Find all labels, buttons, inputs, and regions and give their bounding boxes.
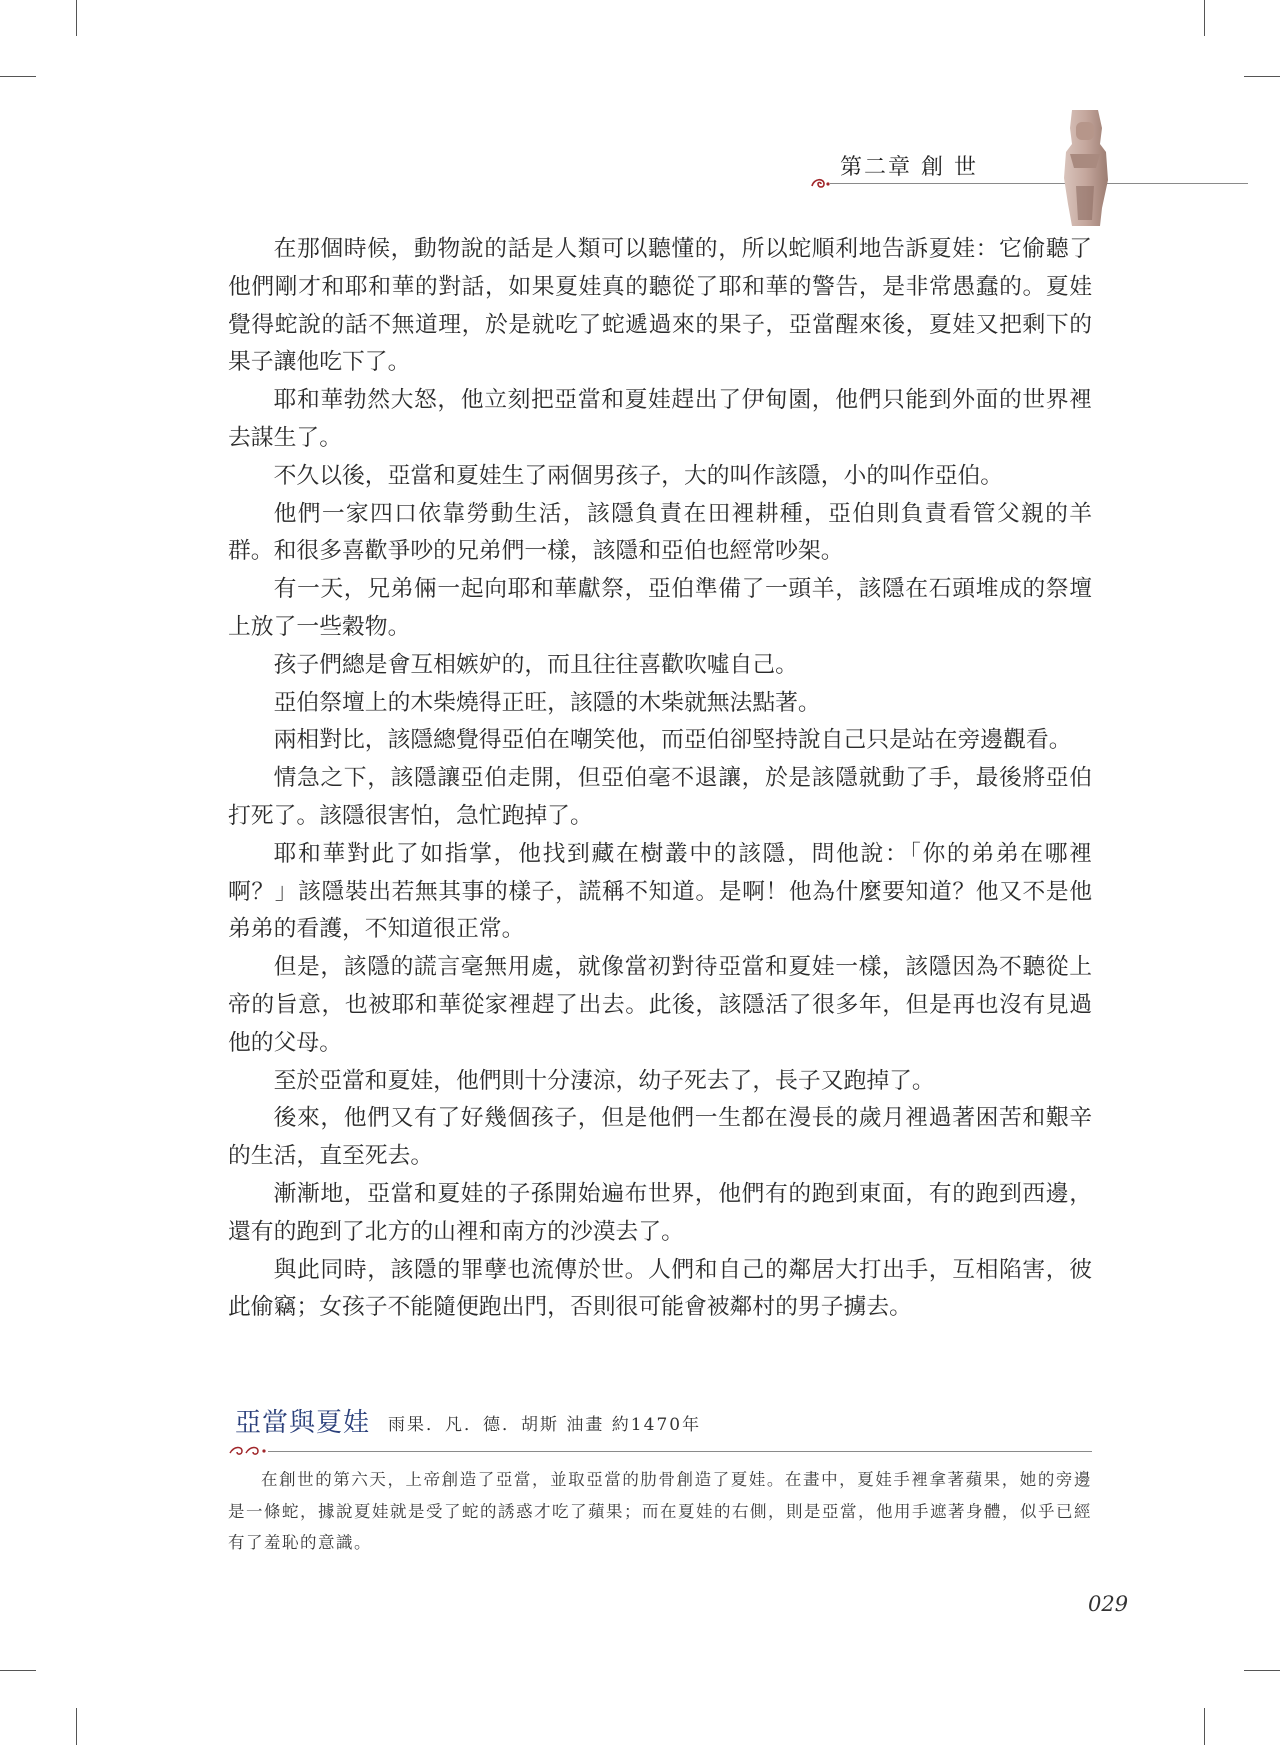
crop-mark-right-top [1244,76,1280,77]
paragraph: 有一天，兄弟倆一起向耶和華獻祭，亞伯準備了一頭羊，該隱在石頭堆成的祭壇上放了一些穀物。 [228,576,1092,640]
crop-mark-left-bottom [0,1670,36,1671]
paragraph: 後來，他們又有了好幾個孩子，但是他們一生都在漫長的歲月裡過著困苦和艱辛的生活，直至死去。 [228,1105,1092,1170]
crop-mark-top-right [1204,0,1205,36]
statue-icon [1050,108,1120,228]
paragraph: 不久以後，亞當和夏娃生了兩個男孩子，大的叫作該隱，小的叫作亞伯。 [273,462,1004,489]
page-number: 029 [1088,1592,1129,1616]
crop-mark-top-left [76,0,77,36]
caption-credit: 雨果．凡．德．胡斯 油畫 約1470年 [388,1415,702,1435]
paragraph: 至於亞當和夏娃，他們則十分淒涼，幼子死去了，長子又跑掉了。 [273,1067,935,1094]
paragraph: 與此同時，該隱的罪孽也流傳於世。人們和自己的鄰居大打出手，互相陷害，彼此偷竊；女孩子不能隨便跑出門，否則很可能會被鄰村的男子擄去。 [228,1256,1092,1321]
body-text [228,231,1092,1327]
paragraph: 亞伯祭壇上的木柴燒得正旺，該隱的木柴就無法點著。 [273,689,821,716]
paragraph: 他們一家四口依靠勞動生活，該隱負責在田裡耕種，亞伯則負責看管父親的羊群。和很多喜歡爭吵的兄弟們一樣，該隱和亞伯也經常吵架。 [228,500,1092,565]
crop-mark-left-top [0,76,36,77]
crop-mark-right-bottom [1244,1670,1280,1671]
paragraph: 耶和華對此了如指掌，他找到藏在樹叢中的該隱，問他說：「你的弟弟在哪裡啊？」該隱裝出若無其事的樣子，謊稱不知道。是啊！他為什麼要知道？他又不是他弟弟的看護，不知道很正常。 [228,840,1092,943]
running-header [810,108,1230,218]
header-rule [830,183,1248,184]
paragraph: 耶和華勃然大怒，他立刻把亞當和夏娃趕出了伊甸園，他們只能到外面的世界裡去謀生了。 [228,387,1092,451]
caption-title: 亞當與夏娃 [235,1408,371,1438]
chapter-title: 第二章 創 世 [840,155,978,180]
paragraph: 情急之下，該隱讓亞伯走開，但亞伯毫不退讓，於是該隱就動了手，最後將亞伯打死了。該隱很害怕，急忙跑掉了。 [228,765,1092,829]
caption-text: 在創世的第六天，上帝創造了亞當，並取亞當的肋骨創造了夏娃。在畫中，夏娃手裡拿著蘋果，她的旁邊是一條蛇，據說夏娃就是受了蛇的誘惑才吃了蘋果；而在夏娃的右側，則是亞當，他用手遮著身體，似乎已經有了羞恥的意識。 [228,1470,1092,1552]
ornament-swirl-icon [810,174,832,192]
paragraph: 兩相對比，該隱總覺得亞伯在嘲笑他，而亞伯卻堅持說自己只是站在旁邊觀看。 [273,727,1072,754]
paragraph: 孩子們總是會互相嫉妒的，而且往往喜歡吹噓自己。 [273,651,798,678]
ornament-swirl-icon [228,1444,268,1458]
crop-mark-bottom-left [76,1708,77,1745]
caption-rule [268,1451,1092,1452]
crop-mark-bottom-right [1204,1708,1205,1745]
paragraph: 但是，該隱的謊言毫無用處，就像當初對待亞當和夏娃一樣，該隱因為不聽從上帝的旨意，也被耶和華從家裡趕了出去。此後，該隱活了很多年，但是再也沒有見過他的父母。 [228,954,1092,1056]
paragraph: 在那個時候，動物說的話是人類可以聽懂的，所以蛇順利地告訴夏娃：它偷聽了他們剛才和耶和華的對話，如果夏娃真的聽從了耶和華的警告，是非常愚蠢的。夏娃覺得蛇說的話不無道理，於是就吃了蛇遞過來的果子，亞當醒來後，夏娃又把剩下的果子讓他吃下了。 [228,236,1092,376]
paragraph: 漸漸地，亞當和夏娃的子孫開始遍布世界，他們有的跑到東面，有的跑到西邊，還有的跑到了北方的山裡和南方的沙漠去了。 [228,1180,1092,1245]
